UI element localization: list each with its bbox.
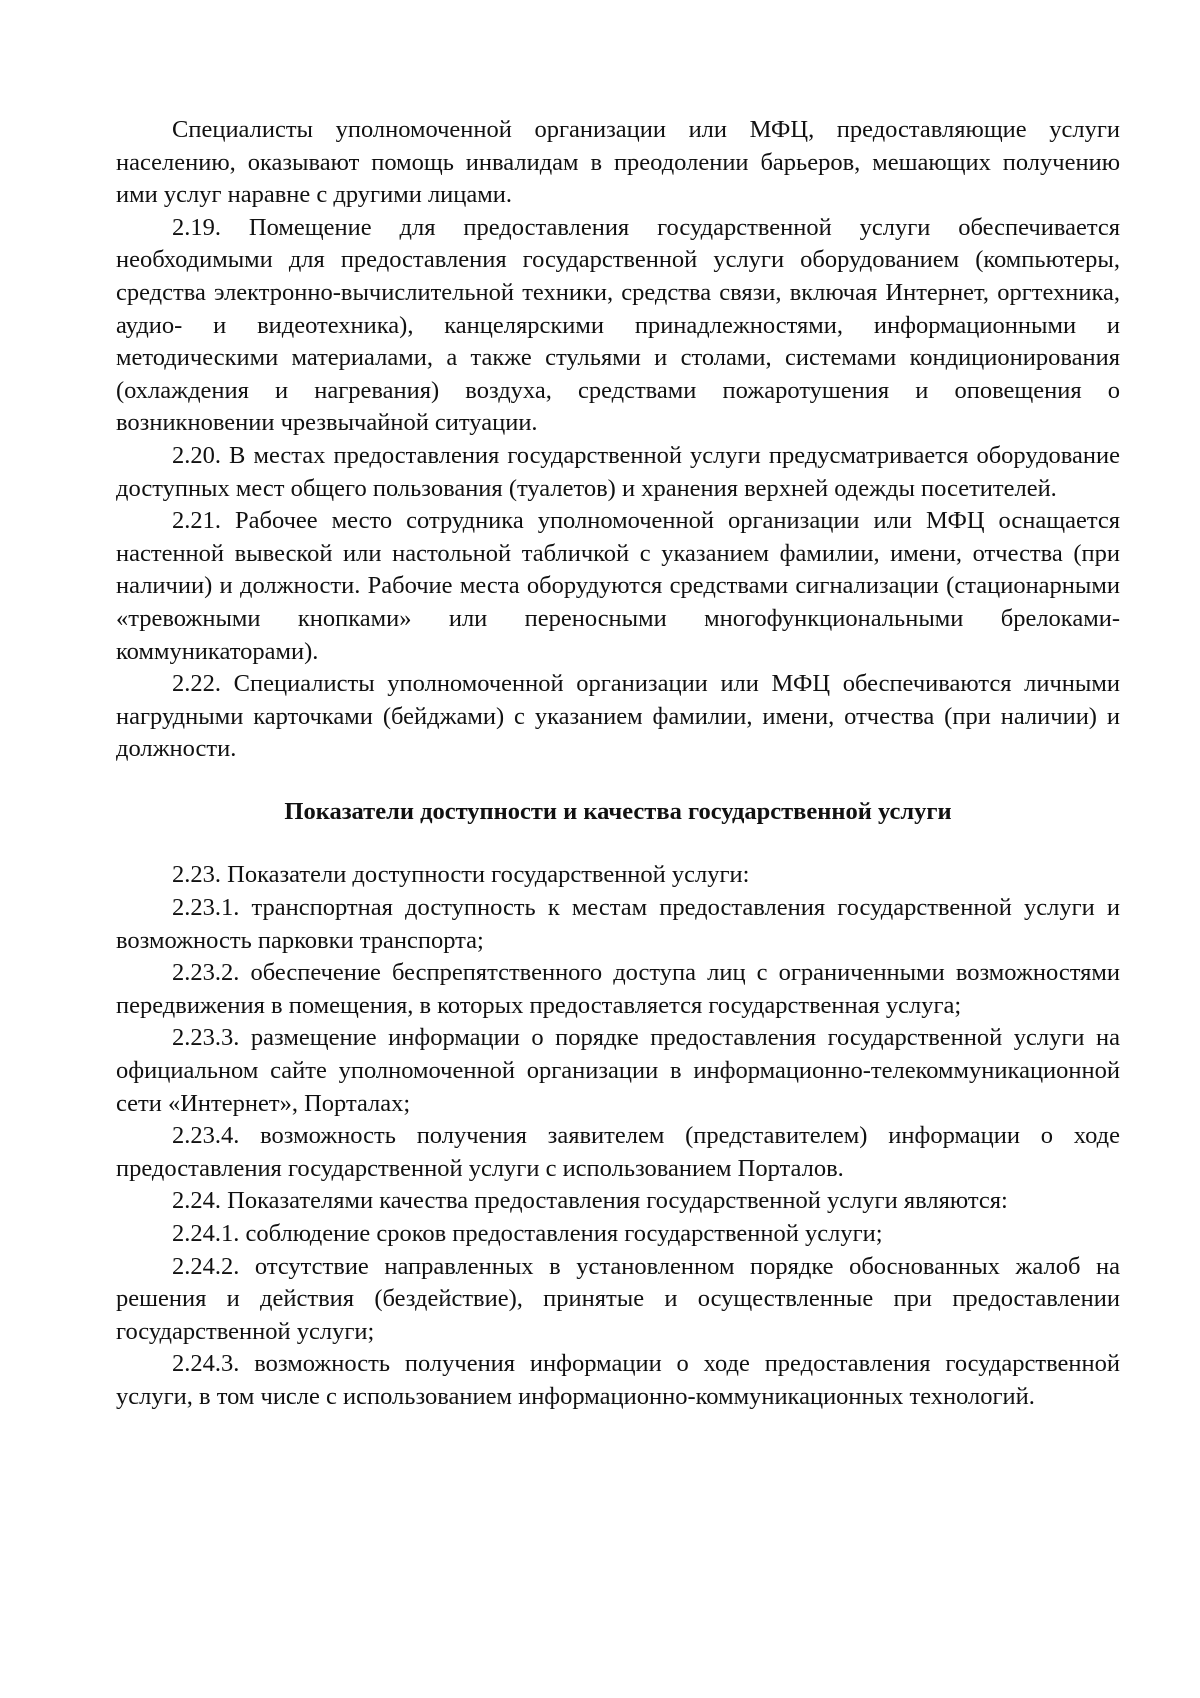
paragraph-accessibility-assistance: Специалисты уполномоченной организации или МФЦ, предоставляющие услуги населению, оказывают помощь инвалидам в преодолении барьеров, мешающих получению ими услуг наравне с другими лицами. (116, 116, 1120, 209)
paragraph-2-24-1: 2.24.1. соблюдение сроков предоставления государственной услуги; (172, 1220, 883, 1247)
paragraph-2-23: 2.23. Показатели доступности государственной услуги: (172, 861, 750, 889)
paragraph-2-23-4: 2.23.4. возможность получения заявителем (представителем) информации о ходе предоставления государственной услуги с использованием Порталов. (116, 1122, 1120, 1182)
section-heading: Показатели доступности и качества государственной услуги (284, 797, 952, 825)
paragraph-2-23-2: 2.23.2. обеспечение беспрепятственного доступа лиц с ограниченными возможностями передвижения в помещения, в которых предоставляется государственная услуга; (116, 959, 1120, 1019)
paragraph-2-24: 2.24. Показателями качества предоставления государственной услуги являются: (172, 1187, 1008, 1215)
paragraph-2-23-3: 2.23.3. размещение информации о порядке предоставления государственной услуги на официальном сайте уполномоченной организации в информационно-телекоммуникационной сети «Интернет», Порталах; (116, 1024, 1120, 1117)
paragraph-2-19: 2.19. Помещение для предоставления государственной услуги обеспечивается необходимыми для предоставления государственной услуги оборудованием (компьютеры, средства электронно-вычислительной техники, средства связи, включая Интернет, оргтехника, аудио- и видеотехника), канцелярскими принадлежностями, информационными и методическими материалами, а также стульями и столами, системами кондиционирования (охлаждения и нагревания) воздуха, средствами пожаротушения и оповещения о возникновении чрезвычайной ситуации. (116, 213, 1120, 437)
paragraph-2-24-3: 2.24.3. возможность получения информации о ходе предоставления государственной услуги, в том числе с использованием информационно-коммуникационных технологий. (116, 1350, 1120, 1410)
paragraph-2-24-2: 2.24.2. отсутствие направленных в установленном порядке обоснованных жалоб на решения и действия (бездействие), принятые и осуществленные при предоставлении государственной услуги; (116, 1252, 1120, 1345)
paragraph-2-20: 2.20. В местах предоставления государственной услуги предусматривается оборудование доступных мест общего пользования (туалетов) и хранения верхней одежды посетителей. (116, 441, 1120, 502)
paragraph-2-23-1: 2.23.1. транспортная доступность к местам предоставления государственной услуги и возможность парковки транспорта; (116, 894, 1120, 954)
paragraph-2-22: 2.22. Специалисты уполномоченной организации или МФЦ обеспечиваются личными нагрудными карточками (бейджами) с указанием фамилии, имени, отчества (при наличии) и должности. (116, 670, 1120, 763)
paragraph-2-21: 2.21. Рабочее место сотрудника уполномоченной организации или МФЦ оснащается настенной вывеской или настольной табличкой с указанием фамилии, имени, отчества (при наличии) и должности. Рабочие места оборудуются средствами сигнализации (стационарными «тревожными кнопками» или переносными многофункциональными брелоками-коммуникаторами). (116, 507, 1120, 665)
